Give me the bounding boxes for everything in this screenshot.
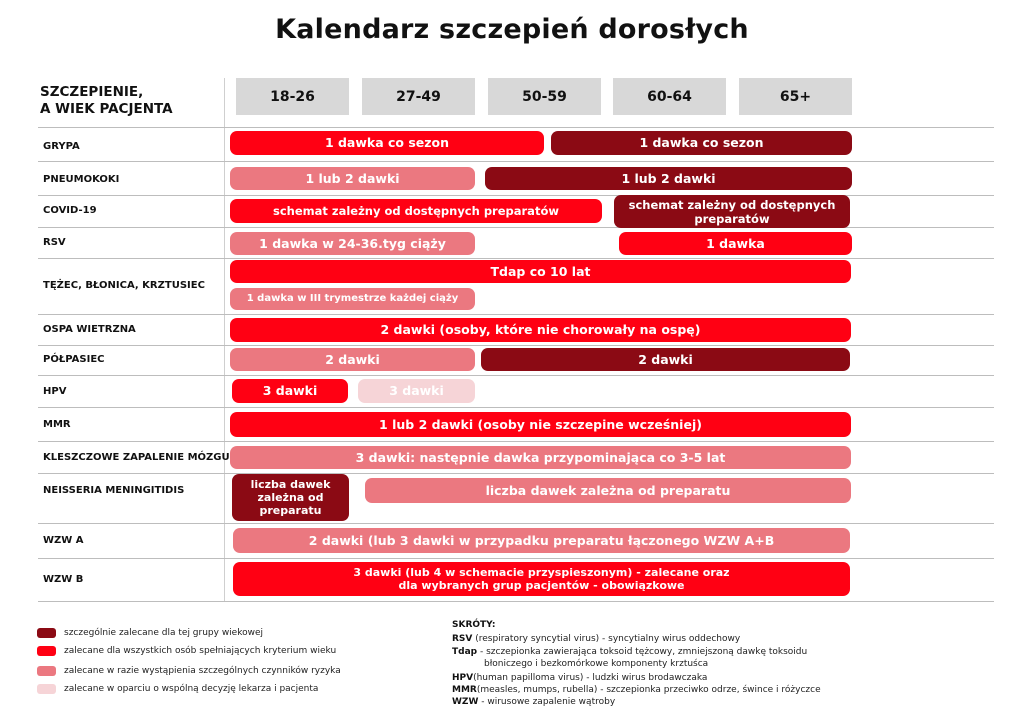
row-divider [38,441,994,442]
bar-covid-60-plus: schemat zależny od dostępnych preparatów [614,195,850,228]
abbr-wzw [452,697,615,708]
bar-grypa-18-59: 1 dawka co sezon [230,131,544,155]
row-label-kzm: KLESZCZOWE ZAPALENIE MÓZGU [43,452,230,463]
abbr-text: - wirusowe zapalenie wątroby [478,697,616,707]
bar-ospa-all: 2 dawki (osoby, które nie chorowały na ospę) [230,318,851,342]
column-header-label [40,84,173,118]
bar-tdap-pregnancy: 1 dawka w III trymestrze każdej ciąży [230,288,475,310]
row-label-rsv: RSV [43,237,66,248]
abbr-text: - szczepionka zawierająca toksoid tężcowy, zmniejszoną dawkę toksoidu [477,647,808,657]
age-group-60-64: 60-64 [613,78,726,115]
age-group-27-49: 27-49 [362,78,475,115]
legend-swatch-shared [37,684,56,694]
bar-neisseria-27-plus: liczba dawek zależna od preparatu [365,478,851,503]
row-divider [38,345,994,346]
legend-swatch-all [37,646,56,656]
row-label-wzw-a: WZW A [43,535,84,546]
row-label-wzw-b: WZW B [43,574,84,585]
legend-swatch-risk [37,666,56,676]
abbr-rsv [452,634,740,645]
bar-tdap-all: Tdap co 10 lat [230,260,851,283]
legend-text-shared: zalecane w oparciu o wspólną decyzję lekarza i pacjenta [64,684,319,694]
row-divider [38,375,994,376]
row-divider [38,195,994,196]
row-divider [38,127,994,128]
row-label-tdap: TĘŻEC, BŁONICA, KRZTUSIEC [43,280,205,291]
abbr-key: HPV [452,673,474,683]
row-label-ospa: OSPA WIETRZNA [43,324,136,335]
row-divider [38,161,994,162]
bar-polpasiec-18-49: 2 dawki [230,348,475,371]
bar-wzw-b-all: 3 dawki (lub 4 w schemacie przyspieszonym) - zalecane oraz dla wybranych grup pacjentów - obowiązkowe [233,562,850,596]
abbr-key: WZW [452,697,479,707]
row-label-polpasiec: PÓŁPASIEC [43,354,105,365]
row-divider [38,407,994,408]
row-label-grypa: GRYPA [43,141,80,152]
abbr-tdap [452,647,807,658]
row-divider [38,473,994,474]
bar-hpv-18-26: 3 dawki [232,379,348,403]
row-divider [38,314,994,315]
bar-mmr-all: 1 lub 2 dawki (osoby nie szczepine wcześniej) [230,412,851,437]
abbr-hpv [452,673,707,684]
row-divider [38,258,994,259]
row-divider [38,601,994,602]
abbr-key: Tdap [452,647,478,657]
bar-neisseria-18-26: liczba dawek zależna od preparatu [232,474,349,521]
legend-text-especially: szczególnie zalecane dla tej grupy wiekowej [64,628,264,638]
bar-kzm-all: 3 dawki: następnie dawka przypominająca co 3-5 lat [230,446,851,469]
abbr-text: błoniczego i bezkomórkowe komponenty krztuśca [484,659,709,669]
row-divider [38,227,994,228]
abbr-text: (respiratory syncytial virus) - syncytialny wirus oddechowy [472,634,741,644]
bar-wzw-a-all: 2 dawki (lub 3 dawki w przypadku preparatu łączonego WZW A+B [233,528,850,553]
header-label-line1: SZCZEPIENIE, [40,84,144,100]
legend-text-risk: zalecane w razie wystąpienia szczególnych czynników ryzyka [64,666,341,676]
bar-pneumokoki-50-plus: 1 lub 2 dawki [485,167,852,190]
abbr-text: (human papilloma virus) - ludzki wirus brodawczaka [473,673,708,683]
row-label-hpv: HPV [43,386,67,397]
bar-pneumokoki-18-49: 1 lub 2 dawki [230,167,475,190]
bar-rsv-pregnancy: 1 dawka w 24-36.tyg ciąży [230,232,475,255]
row-label-covid: COVID-19 [43,205,97,216]
abbr-text: (measles, mumps, rubella) - szczepionka przeciwko odrze, śwince i różyczce [476,685,821,695]
row-label-mmr: MMR [43,419,71,430]
row-divider [38,523,994,524]
abbr-tdap-cont [484,659,708,670]
bar-polpasiec-50-plus: 2 dawki [481,348,850,371]
bar-hpv-27-49: 3 dawki [358,379,475,403]
abbr-mmr [452,685,821,696]
age-group-18-26: 18-26 [236,78,349,115]
page-title: Kalendarz szczepień dorosłych [275,14,749,45]
bar-grypa-60-plus: 1 dawka co sezon [551,131,852,155]
bar-covid-18-59: schemat zależny od dostępnych preparatów [230,199,602,223]
abbr-key: RSV [452,634,473,644]
age-group-65-plus: 65+ [739,78,852,115]
row-label-neisseria: NEISSERIA MENINGITIDIS [43,485,185,496]
row-divider [38,558,994,559]
abbreviations-title: SKRÓTY: [452,620,496,630]
header-label-line2: A WIEK PACJENTA [40,101,173,117]
legend-swatch-especially [37,628,56,638]
age-group-50-59: 50-59 [488,78,601,115]
abbr-key: MMR [452,685,477,695]
row-label-pneumokoki: PNEUMOKOKI [43,174,120,185]
bar-rsv-60-plus: 1 dawka [619,232,852,255]
legend-text-all: zalecane dla wszystkich osób spełniających kryterium wieku [64,646,337,656]
